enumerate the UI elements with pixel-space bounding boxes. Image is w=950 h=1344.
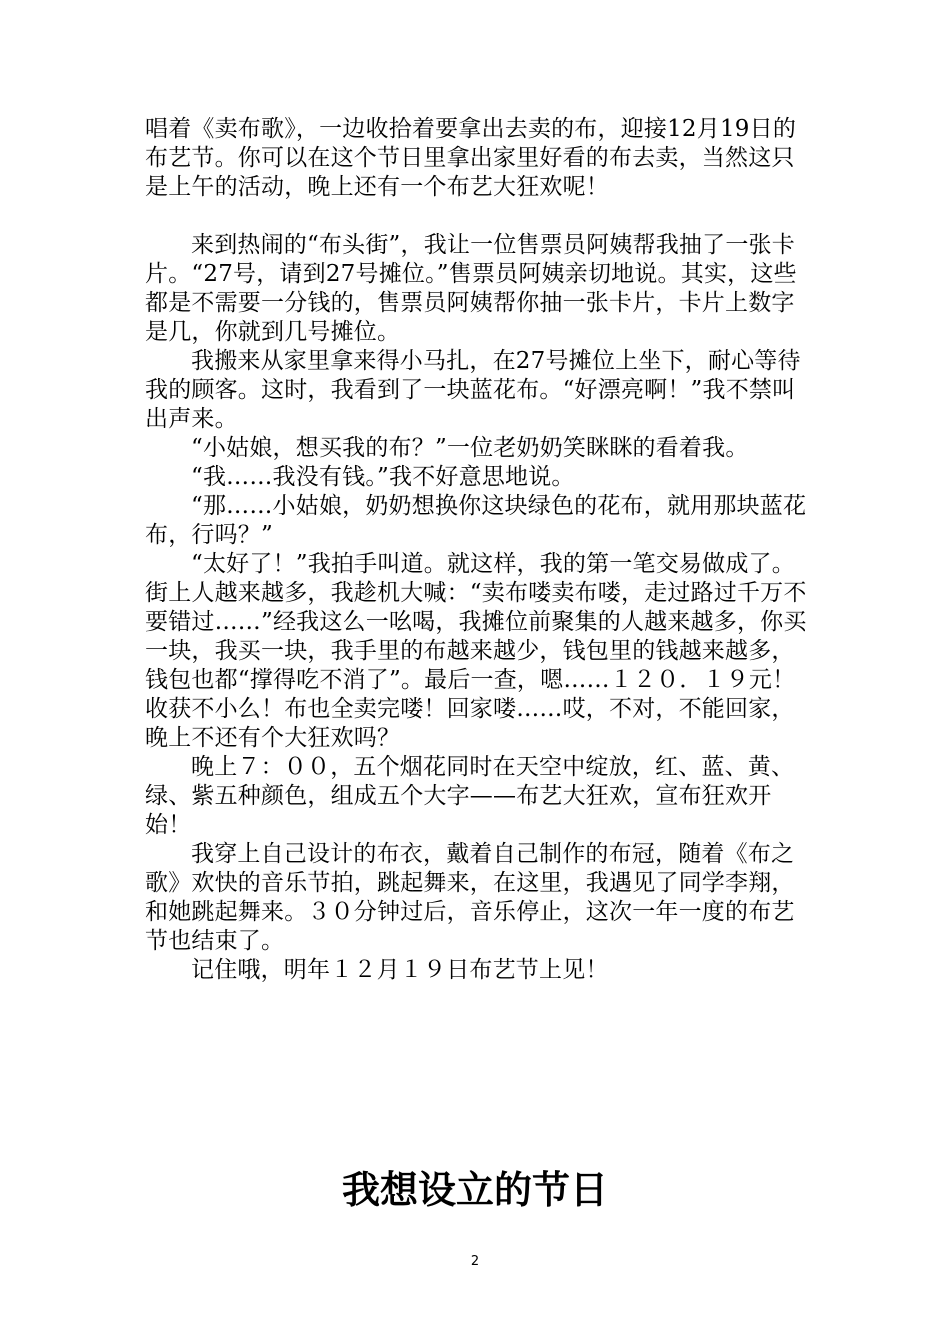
paragraph-7: “太好了！”我拍手叫道。就这样，我的第一笔交易做成了。街上人越来越多，我趁机大喊：“卖布喽卖布喽，走过路过千万不要错过……”经我这么一吆喝，我摊位前聚集的人越来越多，你买一块，我买一块，我手里的布越来越少，钱包里的钱越来越多，钱包也都“撑得吃不消了”。最后一查，嗯……１２０．１９元！收获不小么！布也全卖完喽！回家喽……哎，不对，不能回家，晚上不还有个大狂欢吗？ (145, 551, 807, 751)
paragraph-2: 来到热闹的“布头街”，我让一位售票员阿姨帮我抽了一张卡片。“27号，请到27号摊位。”售票员阿姨亲切地说。其实，这些都是不需要一分钱的，售票员阿姨帮你抽一张卡片，卡片上数字是几，你就到几号摊位。 (145, 232, 797, 345)
paragraph-4: “小姑娘，想买我的布？”一位老奶奶笑眯眯的看着我。 (191, 435, 749, 461)
paragraph-3: 我搬来从家里拿来得小马扎，在27号摊位上坐下，耐心等待我的顾客。这时，我看到了一块蓝花布。“好漂亮啊！”我不禁叫出声来。 (145, 348, 801, 432)
paragraph-10: 记住哦，明年１２月１９日布艺节上见！ (191, 957, 609, 983)
body-text (145, 115, 810, 985)
paragraph-8: 晚上７：００，五个烟花同时在天空中绽放，红、蓝、黄、绿、紫五种颜色，组成五个大字——布艺大狂欢，宣布狂欢开始！ (145, 754, 795, 838)
paragraph-9: 我穿上自己设计的布衣，戴着自己制作的布冠，随着《布之歌》欢快的音乐节拍，跳起舞来，在这里，我遇见了同学李翔，和她跳起舞来。３０分钟过后，音乐停止，这次一年一度的布艺节也结束了。 (145, 841, 795, 954)
page-number: 2 (470, 1254, 480, 1269)
paragraph-5: “我……我没有钱。”我不好意思地说。 (191, 464, 575, 490)
paragraph-6: “那……小姑娘，奶奶想换你这块绿色的花布，就用那块蓝花布，行吗？” (145, 493, 807, 548)
paragraph-1: 唱着《卖布歌》，一边收拾着要拿出去卖的布，迎接12月19日的布艺节。你可以在这个节日里拿出家里好看的布去卖，当然这只是上午的活动，晚上还有一个布艺大狂欢呢！ (145, 116, 797, 200)
section-heading: 我想设立的节日 (341, 1168, 608, 1212)
